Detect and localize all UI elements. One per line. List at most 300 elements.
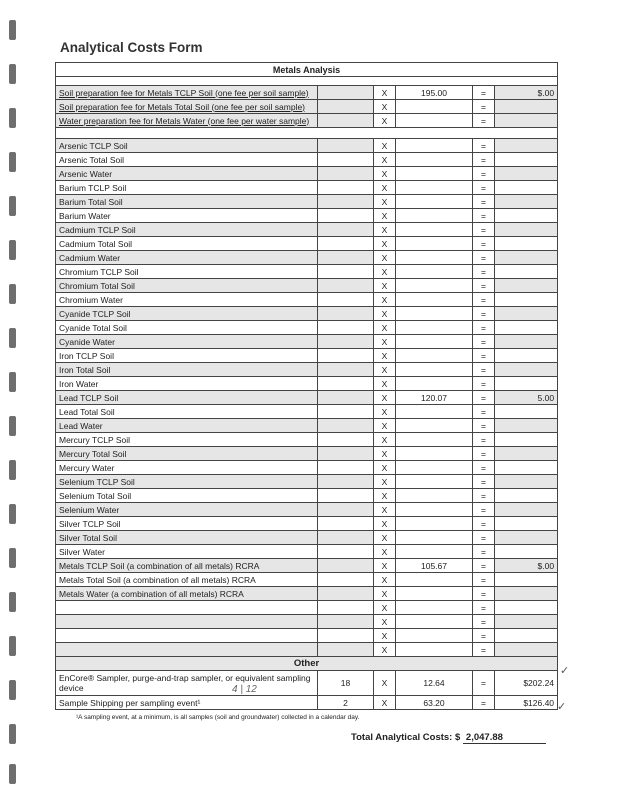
times-symbol: X: [374, 209, 396, 223]
spacer-row: [56, 77, 558, 86]
qty-cell: [318, 461, 374, 475]
qty-cell: [318, 629, 374, 643]
costs-table: [55, 62, 558, 710]
binder-hole: [9, 460, 16, 480]
unit-price: [396, 601, 473, 615]
unit-price: [396, 307, 473, 321]
times-symbol: X: [374, 475, 396, 489]
table-row: [56, 461, 558, 475]
table-row: [56, 363, 558, 377]
equals-symbol: =: [473, 587, 495, 601]
equals-symbol: =: [473, 433, 495, 447]
table-row: [56, 629, 558, 643]
binder-hole: [9, 152, 16, 172]
binder-hole: [9, 284, 16, 304]
unit-price: [396, 293, 473, 307]
unit-price: 63.20: [396, 696, 473, 710]
equals-symbol: =: [473, 489, 495, 503]
binder-hole: [9, 108, 16, 128]
qty-cell: [318, 321, 374, 335]
times-symbol: X: [374, 671, 396, 696]
times-symbol: X: [374, 489, 396, 503]
unit-price: [396, 279, 473, 293]
line-total: [495, 209, 558, 223]
binder-hole: [9, 20, 16, 40]
row-label: Mercury TCLP Soil: [56, 433, 318, 447]
times-symbol: X: [374, 167, 396, 181]
qty-cell: [318, 517, 374, 531]
qty-cell: [318, 86, 374, 100]
qty-cell: [318, 139, 374, 153]
table-row: [56, 405, 558, 419]
qty-cell: [318, 587, 374, 601]
table-row: [56, 601, 558, 615]
section-metals-header: Metals Analysis: [56, 63, 558, 77]
times-symbol: X: [374, 321, 396, 335]
binder-hole: [9, 504, 16, 524]
binder-hole: [9, 724, 16, 744]
times-symbol: X: [374, 545, 396, 559]
line-total: [495, 475, 558, 489]
table-row: [56, 447, 558, 461]
equals-symbol: =: [473, 237, 495, 251]
qty-cell: [318, 475, 374, 489]
row-label: Cadmium Water: [56, 251, 318, 265]
equals-symbol: =: [473, 321, 495, 335]
times-symbol: X: [374, 349, 396, 363]
line-total: [495, 307, 558, 321]
row-label: Metals Total Soil (a combination of all metals) RCRA: [56, 573, 318, 587]
row-label: Cadmium Total Soil: [56, 237, 318, 251]
qty-cell: [318, 531, 374, 545]
times-symbol: X: [374, 114, 396, 128]
line-total: [495, 433, 558, 447]
total-value: 2,047.88: [463, 732, 546, 744]
equals-symbol: =: [473, 559, 495, 573]
row-label: Iron Water: [56, 377, 318, 391]
row-label: Soil preparation fee for Metals TCLP Soil (one fee per soil sample): [56, 86, 318, 100]
unit-price: [396, 223, 473, 237]
row-label: Barium TCLP Soil: [56, 181, 318, 195]
qty-cell: [318, 545, 374, 559]
table-row: [56, 265, 558, 279]
row-label: Metals Water (a combination of all metals) RCRA: [56, 587, 318, 601]
line-total: [495, 461, 558, 475]
row-label: Lead Water: [56, 419, 318, 433]
table-row: [56, 195, 558, 209]
equals-symbol: =: [473, 223, 495, 237]
row-label: Chromium Water: [56, 293, 318, 307]
unit-price: [396, 419, 473, 433]
unit-price: 12.64: [396, 671, 473, 696]
equals-symbol: =: [473, 209, 495, 223]
line-total: $.00: [495, 559, 558, 573]
qty-cell: [318, 405, 374, 419]
line-total: [495, 629, 558, 643]
line-total: [495, 167, 558, 181]
binder-hole: [9, 64, 16, 84]
qty-cell: [318, 307, 374, 321]
equals-symbol: =: [473, 531, 495, 545]
unit-price: [396, 167, 473, 181]
unit-price: [396, 405, 473, 419]
equals-symbol: =: [473, 195, 495, 209]
unit-price: [396, 265, 473, 279]
row-label: EnCore® Sampler, purge-and-trap sampler, or equivalent sampling device: [56, 671, 318, 696]
equals-symbol: =: [473, 447, 495, 461]
qty-cell: [318, 114, 374, 128]
equals-symbol: =: [473, 601, 495, 615]
table-row: [56, 517, 558, 531]
line-total: [495, 265, 558, 279]
table-row: [56, 391, 558, 405]
unit-price: [396, 629, 473, 643]
unit-price: [396, 503, 473, 517]
equals-symbol: =: [473, 545, 495, 559]
line-total: [495, 363, 558, 377]
times-symbol: X: [374, 100, 396, 114]
unit-price: [396, 349, 473, 363]
row-label: [56, 629, 318, 643]
times-symbol: X: [374, 307, 396, 321]
row-label: Selenium Water: [56, 503, 318, 517]
binder-hole: [9, 636, 16, 656]
row-label: Lead Total Soil: [56, 405, 318, 419]
line-total: [495, 237, 558, 251]
equals-symbol: =: [473, 307, 495, 321]
line-total: [495, 349, 558, 363]
table-row: [56, 671, 558, 696]
table-row: [56, 209, 558, 223]
equals-symbol: =: [473, 335, 495, 349]
times-symbol: X: [374, 447, 396, 461]
row-label: Chromium Total Soil: [56, 279, 318, 293]
line-total: [495, 279, 558, 293]
handwritten-note: 4 | 12: [232, 684, 257, 695]
line-total: [495, 405, 558, 419]
table-row: [56, 307, 558, 321]
times-symbol: X: [374, 377, 396, 391]
table-row: [56, 293, 558, 307]
equals-symbol: =: [473, 573, 495, 587]
unit-price: [396, 447, 473, 461]
times-symbol: X: [374, 279, 396, 293]
check-mark-icon: ✓: [560, 665, 570, 677]
row-label: Barium Water: [56, 209, 318, 223]
unit-price: [396, 363, 473, 377]
equals-symbol: =: [473, 139, 495, 153]
line-total: 5.00: [495, 391, 558, 405]
table-row: [56, 251, 558, 265]
times-symbol: X: [374, 363, 396, 377]
table-row: [56, 615, 558, 629]
line-total: [495, 419, 558, 433]
equals-symbol: =: [473, 475, 495, 489]
qty-cell: [318, 601, 374, 615]
line-total: [495, 377, 558, 391]
line-total: [495, 601, 558, 615]
row-label: Mercury Water: [56, 461, 318, 475]
table-row: [56, 377, 558, 391]
spacer-row: [56, 128, 558, 139]
binder-hole: [9, 548, 16, 568]
binder-hole: [9, 764, 16, 784]
equals-symbol: =: [473, 503, 495, 517]
qty-cell: [318, 209, 374, 223]
table-row: [56, 223, 558, 237]
times-symbol: X: [374, 86, 396, 100]
equals-symbol: =: [473, 153, 495, 167]
times-symbol: X: [374, 293, 396, 307]
equals-symbol: =: [473, 363, 495, 377]
table-row: [56, 419, 558, 433]
equals-symbol: =: [473, 696, 495, 710]
qty-cell: [318, 181, 374, 195]
unit-price: [396, 545, 473, 559]
row-label: Soil preparation fee for Metals Total Soil (one fee per soil sample): [56, 100, 318, 114]
equals-symbol: =: [473, 405, 495, 419]
table-row: [56, 181, 558, 195]
unit-price: [396, 377, 473, 391]
table-row: [56, 489, 558, 503]
times-symbol: X: [374, 195, 396, 209]
equals-symbol: =: [473, 643, 495, 657]
times-symbol: X: [374, 629, 396, 643]
unit-price: 195.00: [396, 86, 473, 100]
line-total: [495, 181, 558, 195]
times-symbol: X: [374, 223, 396, 237]
unit-price: [396, 153, 473, 167]
binder-hole: [9, 680, 16, 700]
equals-symbol: =: [473, 100, 495, 114]
unit-price: [396, 489, 473, 503]
qty-cell: [318, 293, 374, 307]
equals-symbol: =: [473, 114, 495, 128]
row-label: [56, 643, 318, 657]
row-label: Arsenic TCLP Soil: [56, 139, 318, 153]
table-row: [56, 167, 558, 181]
row-label: Mercury Total Soil: [56, 447, 318, 461]
times-symbol: X: [374, 181, 396, 195]
table-row: [56, 139, 558, 153]
row-label: Iron TCLP Soil: [56, 349, 318, 363]
times-symbol: X: [374, 391, 396, 405]
qty-cell: [318, 573, 374, 587]
qty-cell: [318, 279, 374, 293]
row-label: [56, 615, 318, 629]
row-label: Cyanide TCLP Soil: [56, 307, 318, 321]
qty-cell: [318, 433, 374, 447]
line-total: [495, 153, 558, 167]
unit-price: [396, 321, 473, 335]
equals-symbol: =: [473, 377, 495, 391]
line-total: [495, 114, 558, 128]
binder-hole: [9, 240, 16, 260]
table-row: [56, 100, 558, 114]
equals-symbol: =: [473, 419, 495, 433]
equals-symbol: =: [473, 265, 495, 279]
qty-cell: [318, 615, 374, 629]
times-symbol: X: [374, 335, 396, 349]
equals-symbol: =: [473, 615, 495, 629]
line-total: $.00: [495, 86, 558, 100]
line-total: [495, 489, 558, 503]
line-total: [495, 587, 558, 601]
line-total: [495, 100, 558, 114]
unit-price: [396, 181, 473, 195]
line-total: [495, 321, 558, 335]
equals-symbol: =: [473, 181, 495, 195]
unit-price: [396, 139, 473, 153]
row-label: [56, 601, 318, 615]
qty-cell: [318, 363, 374, 377]
unit-price: [396, 433, 473, 447]
row-label: Cyanide Water: [56, 335, 318, 349]
qty-cell: [318, 349, 374, 363]
equals-symbol: =: [473, 86, 495, 100]
times-symbol: X: [374, 587, 396, 601]
table-row: [56, 475, 558, 489]
line-total: [495, 643, 558, 657]
unit-price: [396, 114, 473, 128]
line-total: $202.24: [495, 671, 558, 696]
qty-cell: [318, 447, 374, 461]
table-row: [56, 279, 558, 293]
line-total: [495, 531, 558, 545]
unit-price: [396, 643, 473, 657]
unit-price: [396, 100, 473, 114]
equals-symbol: =: [473, 461, 495, 475]
row-label: Lead TCLP Soil: [56, 391, 318, 405]
line-total: [495, 139, 558, 153]
qty-cell: [318, 195, 374, 209]
qty-cell: 18: [318, 671, 374, 696]
unit-price: [396, 251, 473, 265]
row-label: Chromium TCLP Soil: [56, 265, 318, 279]
equals-symbol: =: [473, 349, 495, 363]
times-symbol: X: [374, 531, 396, 545]
row-label: Silver TCLP Soil: [56, 517, 318, 531]
times-symbol: X: [374, 153, 396, 167]
line-total: [495, 503, 558, 517]
qty-cell: [318, 489, 374, 503]
line-total: [495, 293, 558, 307]
line-total: $126.40: [495, 696, 558, 710]
row-label: Selenium Total Soil: [56, 489, 318, 503]
table-row: [56, 559, 558, 573]
qty-cell: [318, 643, 374, 657]
qty-cell: [318, 167, 374, 181]
times-symbol: X: [374, 643, 396, 657]
times-symbol: X: [374, 139, 396, 153]
times-symbol: X: [374, 419, 396, 433]
line-total: [495, 335, 558, 349]
equals-symbol: =: [473, 167, 495, 181]
qty-cell: [318, 335, 374, 349]
times-symbol: X: [374, 559, 396, 573]
table-row: [56, 545, 558, 559]
unit-price: [396, 573, 473, 587]
table-row: [56, 237, 558, 251]
line-total: [495, 251, 558, 265]
binder-hole: [9, 372, 16, 392]
unit-price: [396, 587, 473, 601]
times-symbol: X: [374, 503, 396, 517]
row-label: Sample Shipping per sampling event¹: [56, 696, 318, 710]
table-row: [56, 335, 558, 349]
row-label: Cadmium TCLP Soil: [56, 223, 318, 237]
equals-symbol: =: [473, 391, 495, 405]
unit-price: [396, 517, 473, 531]
qty-cell: [318, 419, 374, 433]
table-row: [56, 531, 558, 545]
line-total: [495, 545, 558, 559]
equals-symbol: =: [473, 517, 495, 531]
times-symbol: X: [374, 265, 396, 279]
table-row: [56, 114, 558, 128]
equals-symbol: =: [473, 629, 495, 643]
table-row: [56, 433, 558, 447]
row-label: Selenium TCLP Soil: [56, 475, 318, 489]
table-row: [56, 153, 558, 167]
times-symbol: X: [374, 405, 396, 419]
line-total: [495, 223, 558, 237]
times-symbol: X: [374, 573, 396, 587]
unit-price: [396, 615, 473, 629]
unit-price: [396, 531, 473, 545]
times-symbol: X: [374, 696, 396, 710]
qty-cell: [318, 559, 374, 573]
table-row: [56, 573, 558, 587]
table-row: [56, 503, 558, 517]
binder-hole: [9, 196, 16, 216]
row-label: Water preparation fee for Metals Water (one fee per water sample): [56, 114, 318, 128]
row-label: Iron Total Soil: [56, 363, 318, 377]
unit-price: [396, 209, 473, 223]
line-total: [495, 517, 558, 531]
line-total: [495, 447, 558, 461]
row-label: Metals TCLP Soil (a combination of all metals) RCRA: [56, 559, 318, 573]
binder-hole: [9, 416, 16, 436]
binder-hole: [9, 328, 16, 348]
equals-symbol: =: [473, 671, 495, 696]
line-total: [495, 573, 558, 587]
row-label: Barium Total Soil: [56, 195, 318, 209]
unit-price: [396, 475, 473, 489]
equals-symbol: =: [473, 251, 495, 265]
total-label: Total Analytical Costs: $: [351, 732, 461, 743]
row-label: Silver Total Soil: [56, 531, 318, 545]
table-row: [56, 587, 558, 601]
qty-cell: 2: [318, 696, 374, 710]
qty-cell: [318, 237, 374, 251]
qty-cell: [318, 223, 374, 237]
unit-price: [396, 335, 473, 349]
times-symbol: X: [374, 601, 396, 615]
binder-hole: [9, 592, 16, 612]
unit-price: 105.67: [396, 559, 473, 573]
qty-cell: [318, 503, 374, 517]
page-title: Analytical Costs Form: [60, 40, 203, 55]
qty-cell: [318, 377, 374, 391]
times-symbol: X: [374, 251, 396, 265]
row-label: Arsenic Total Soil: [56, 153, 318, 167]
qty-cell: [318, 100, 374, 114]
unit-price: 120.07: [396, 391, 473, 405]
unit-price: [396, 237, 473, 251]
line-total: [495, 195, 558, 209]
row-label: Silver Water: [56, 545, 318, 559]
